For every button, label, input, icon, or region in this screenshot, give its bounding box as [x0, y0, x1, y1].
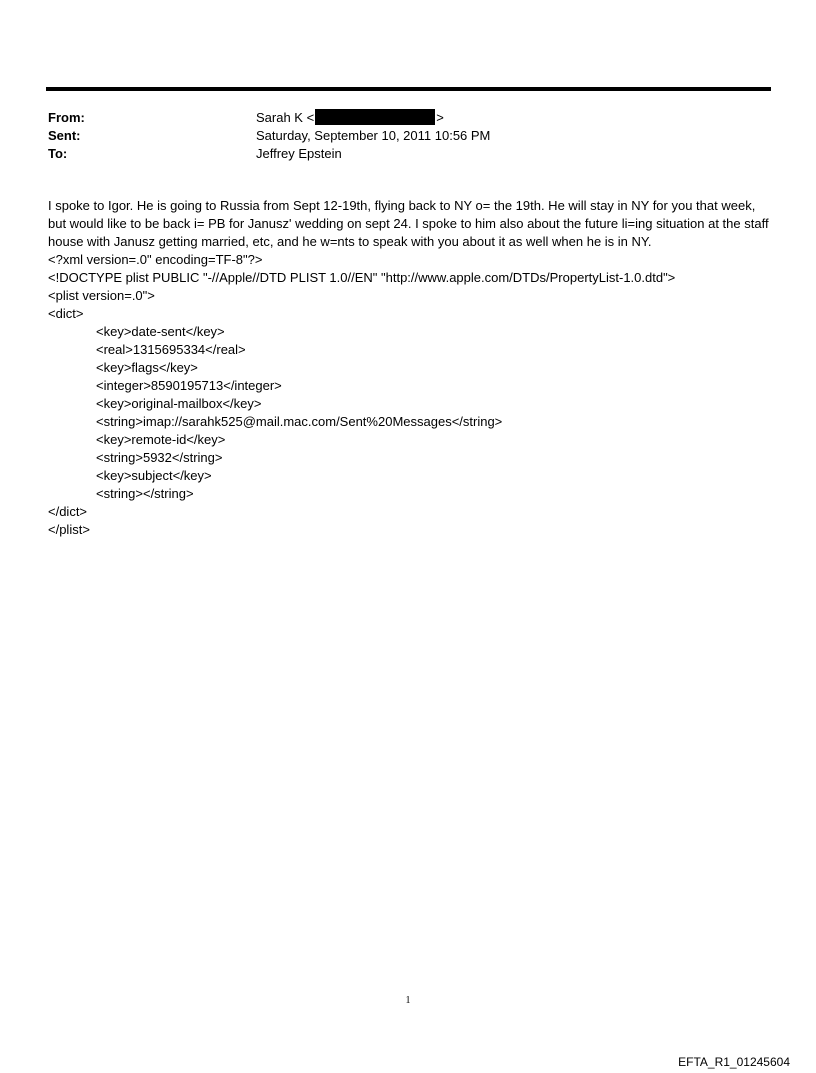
document-id: EFTA_R1_01245604	[678, 1055, 790, 1069]
plist-line: <integer>8590195713</integer>	[96, 378, 282, 393]
email-body	[48, 197, 773, 539]
sender-suffix: >	[436, 110, 444, 125]
plist-line: <key>flags</key>	[96, 360, 198, 375]
page-number: 1	[405, 995, 411, 1006]
sender-name: Sarah K <	[256, 110, 315, 125]
plist-line: <key>date-sent</key>	[96, 324, 225, 339]
plist-line: <real>1315695334</real>	[96, 342, 246, 357]
plist-block	[48, 251, 773, 539]
from-value	[256, 109, 444, 127]
from-label: From:	[48, 110, 85, 125]
to-label: To:	[48, 146, 68, 161]
plist-line: <!DOCTYPE plist PUBLIC "-//Apple//DTD PLIST 1.0//EN" "http://www.apple.com/DTDs/PropertyList-1.0.dtd">	[48, 270, 676, 285]
plist-line: <dict>	[48, 306, 84, 321]
plist-line: <key>subject</key>	[96, 468, 212, 483]
plist-line: <string></string>	[96, 486, 194, 501]
plist-line: <?xml version=.0" encoding=TF-8"?>	[48, 252, 263, 267]
redaction-bar	[315, 109, 435, 125]
plist-line: <plist version=.0">	[48, 288, 155, 303]
sent-value: Saturday, September 10, 2011 10:56 PM	[256, 128, 491, 143]
plist-line: <key>remote-id</key>	[96, 432, 226, 447]
plist-line: <string>imap://sarahk525@mail.mac.com/Sent%20Messages</string>	[96, 414, 503, 429]
to-value: Jeffrey Epstein	[256, 146, 342, 161]
plist-line: </dict>	[48, 504, 88, 519]
sent-label: Sent:	[48, 128, 81, 143]
plist-line: <key>original-mailbox</key>	[96, 396, 262, 411]
message-paragraph: I spoke to Igor. He is going to Russia from Sept 12-19th, flying back to NY o= the 19th. He will stay in NY for you that week, but would like to be back i= PB for Janusz' wedding on sept 24. I spoke to him also about the future li=ing situation at the staff house with Janusz getting married, etc, and he w=nts to speak with you about it as well when he is in NY.	[48, 198, 769, 249]
header-divider	[46, 87, 771, 91]
plist-line: </plist>	[48, 522, 90, 537]
plist-line: <string>5932</string>	[96, 450, 223, 465]
